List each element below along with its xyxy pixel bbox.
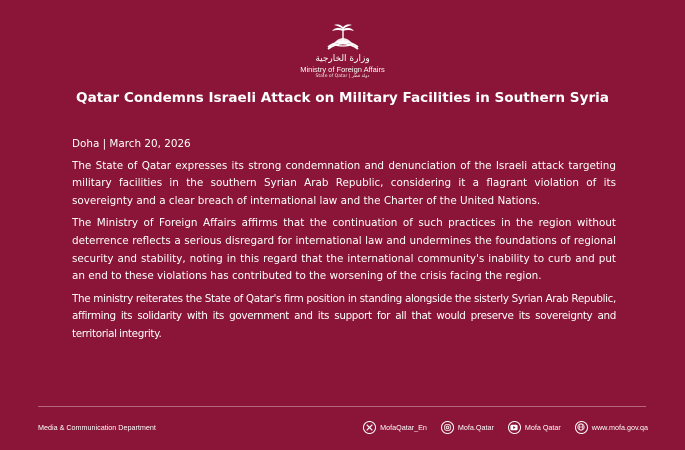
social-link-instagram[interactable] [441, 421, 494, 434]
paragraph-3: The ministry reiterates the State of Qatar's firm position in standing alongside the sisterly Syrian Arab Republic, affirming its solidarity with its government and its support for all that would preserve its sovereignty and territorial integrity. [72, 292, 616, 340]
logo-english-text: Ministry of Foreign Affairs [300, 65, 385, 74]
emblem-icon [320, 22, 366, 52]
paragraph-2: The Ministry of Foreign Affairs affirms that the continuation of such practices in the region without deterrence reflects a serious disregard for international law and undermines the foundations of regional security and stability, noting in this regard that the international community's inability to curb and put an end to these violations has contributed to the worsening of the crisis facing the region. [72, 217, 616, 283]
paragraph-1: The State of Qatar expresses its strong condemnation and denunciation of the Israeli attack targeting military facilities in the southern Syrian Arab Republic, considering it a flagrant violation of its sovereignty and a clear breach of international law and the Charter of the United Nations. [72, 159, 616, 207]
social-links [363, 421, 648, 434]
article-title: Qatar Condemns Israeli Attack on Military Facilities in Southern Syria [76, 90, 609, 106]
social-label-instagram: Mofa.Qatar [457, 422, 494, 432]
social-label-x: MofaQatar_En [380, 422, 427, 432]
department-label: Media & Communication Department [38, 422, 156, 432]
dateline: Doha | March 20, 2026 [72, 138, 191, 150]
social-link-youtube[interactable] [508, 421, 561, 434]
globe-icon [575, 421, 588, 434]
logo-subtitle: State of Qatar | دولة قطر [315, 74, 370, 79]
footer [38, 418, 648, 436]
logo-arabic-text: وزارة الخارجية [315, 54, 370, 64]
ministry-logo [0, 22, 685, 80]
social-link-x[interactable] [363, 421, 427, 434]
youtube-icon [508, 421, 521, 434]
x-icon [363, 421, 376, 434]
instagram-icon [441, 421, 454, 434]
article-body [72, 136, 616, 349]
social-label-website: www.mofa.gov.qa [591, 422, 648, 432]
footer-divider [38, 406, 646, 407]
social-label-youtube: Mofa Qatar [524, 422, 561, 432]
social-link-website[interactable] [575, 421, 648, 434]
